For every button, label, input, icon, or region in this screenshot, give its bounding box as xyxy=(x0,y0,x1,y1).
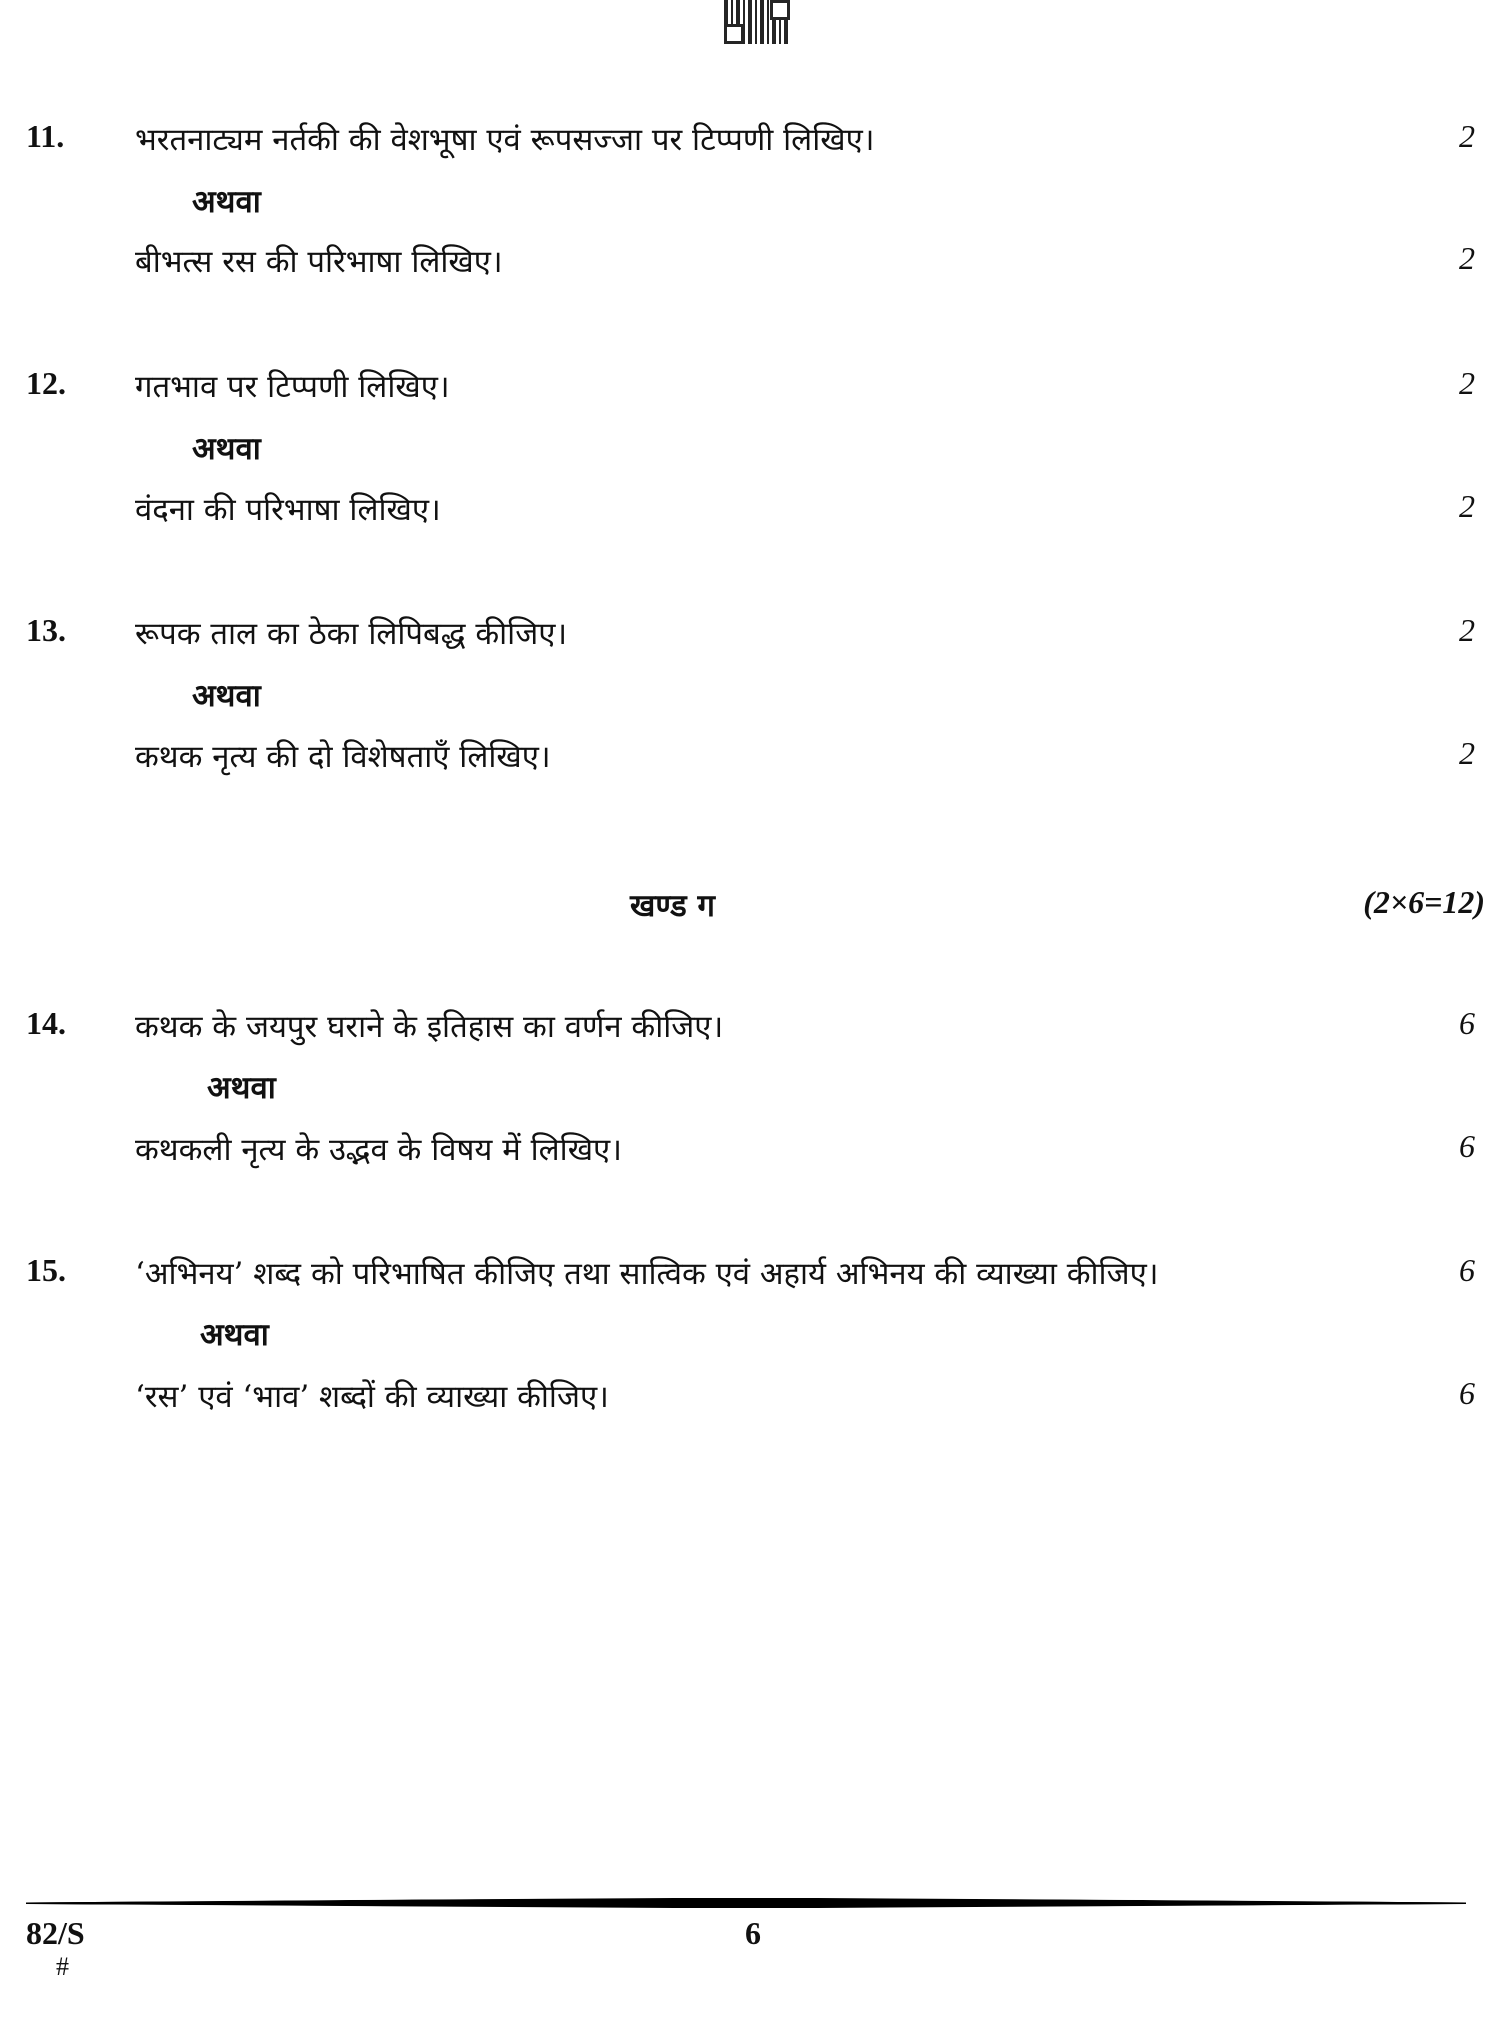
alternative-question-marks: 6 xyxy=(1459,1375,1475,1411)
question-marks: 2 xyxy=(1459,365,1475,401)
paper-code: 82/S xyxy=(26,1915,85,1951)
alternative-question-text: कथक नृत्य की दो विशेषताएँ लिखिए। xyxy=(135,739,551,775)
alternative-question-text: कथकली नृत्य के उद्भव के विषय में लिखिए। xyxy=(135,1132,622,1168)
question-text: रूपक ताल का ठेका लिपिबद्ध कीजिए। xyxy=(135,616,568,652)
question-number: 13. xyxy=(26,612,66,648)
page-number: 6 xyxy=(745,1915,761,1951)
question-marks: 2 xyxy=(1459,118,1475,154)
question-marks: 6 xyxy=(1459,1252,1475,1288)
question-text: कथक के जयपुर घराने के इतिहास का वर्णन कीजिए। xyxy=(135,1009,724,1045)
or-label: अथवा xyxy=(192,678,261,714)
or-label: अथवा xyxy=(207,1070,276,1106)
section-title: खण्ड ग xyxy=(630,888,715,924)
question-number: 11. xyxy=(26,118,65,154)
footer-rule xyxy=(26,1898,1466,1908)
question-number: 12. xyxy=(26,365,66,401)
or-label: अथवा xyxy=(200,1317,269,1353)
or-label: अथवा xyxy=(192,431,261,467)
question-text: गतभाव पर टिप्पणी लिखिए। xyxy=(135,369,450,405)
footer-symbol: # xyxy=(56,1952,69,1981)
qr-code xyxy=(724,0,790,44)
alternative-question-text: वंदना की परिभाषा लिखिए। xyxy=(135,492,441,528)
alternative-question-marks: 2 xyxy=(1459,488,1475,524)
question-number: 14. xyxy=(26,1005,66,1041)
alternative-question-marks: 6 xyxy=(1459,1128,1475,1164)
question-number: 15. xyxy=(26,1252,66,1288)
section-marks: (2×6=12) xyxy=(1363,884,1485,920)
alternative-question-marks: 2 xyxy=(1459,735,1475,771)
question-marks: 6 xyxy=(1459,1005,1475,1041)
or-label: अथवा xyxy=(192,184,261,220)
question-text: ‘अभिनय’ शब्द को परिभाषित कीजिए तथा सात्विक एवं अहार्य अभिनय की व्याख्या कीजिए। xyxy=(135,1256,1159,1292)
alternative-question-text: बीभत्स रस की परिभाषा लिखिए। xyxy=(135,244,503,280)
question-text: भरतनाट्यम नर्तकी की वेशभूषा एवं रूपसज्जा पर टिप्पणी लिखिए। xyxy=(135,122,875,158)
question-marks: 2 xyxy=(1459,612,1475,648)
alternative-question-marks: 2 xyxy=(1459,240,1475,276)
alternative-question-text: ‘रस’ एवं ‘भाव’ शब्दों की व्याख्या कीजिए। xyxy=(135,1379,609,1415)
